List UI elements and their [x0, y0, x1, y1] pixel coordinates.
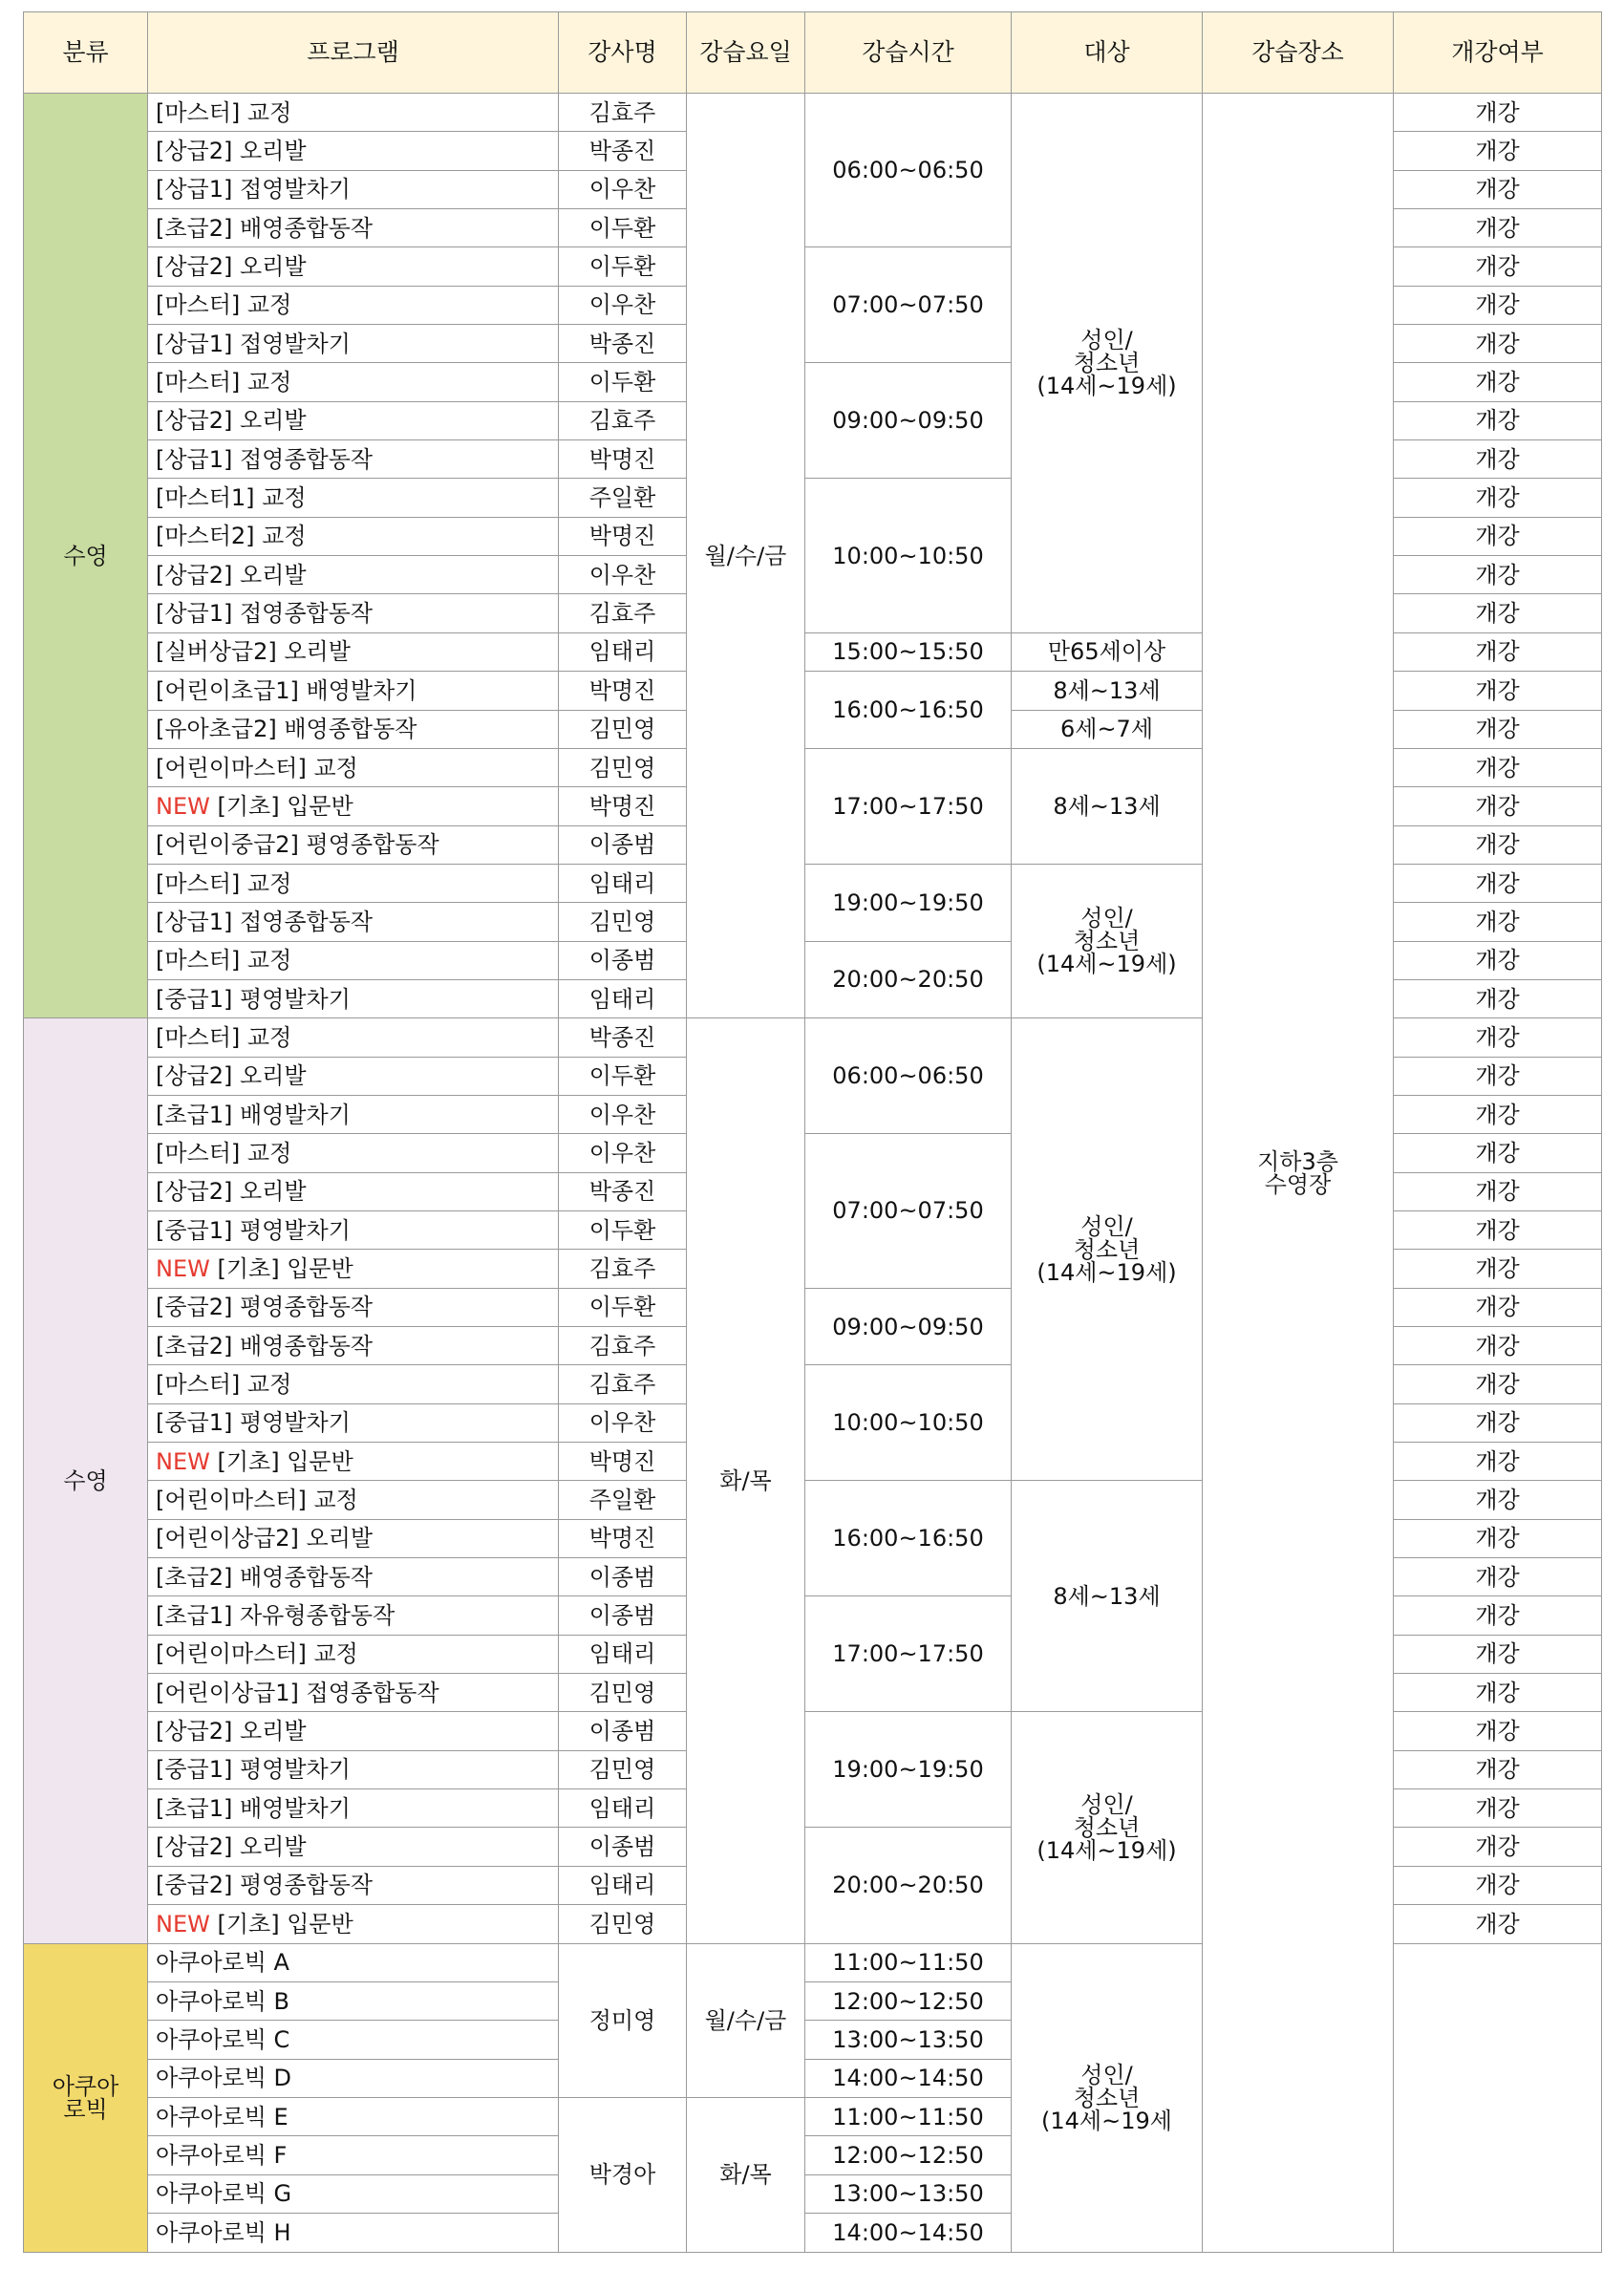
status-cell: 개강 — [1394, 479, 1602, 517]
program-label: [상급1] 접영종합동작 — [156, 600, 374, 628]
program-label: [마스터] 교정 — [156, 369, 292, 396]
time-cell: 06:00~06:50 — [805, 94, 1012, 247]
program-name — [148, 710, 559, 748]
program-label: [마스터] 교정 — [156, 98, 292, 126]
target-cell: 8세~13세 — [1012, 1481, 1203, 1712]
status-cell: 개강 — [1394, 1057, 1602, 1095]
time-cell: 13:00~13:50 — [805, 2174, 1012, 2213]
instructor-cell: 박경아 — [559, 2097, 687, 2252]
days-cell: 화/목 — [687, 2097, 805, 2252]
status-cell: 개강 — [1394, 94, 1602, 132]
status-cell: 개강 — [1394, 363, 1602, 401]
time-cell: 13:00~13:50 — [805, 2021, 1012, 2059]
target-cell-line: 청소년 — [1073, 928, 1141, 955]
status-cell: 개강 — [1394, 1558, 1602, 1596]
time-cell: 10:00~10:50 — [805, 479, 1012, 632]
program-name — [148, 94, 559, 132]
program-name — [148, 325, 559, 363]
program-name — [148, 286, 559, 324]
location-cell — [1394, 1943, 1602, 2253]
status-cell: 개강 — [1394, 825, 1602, 864]
instructor-cell: 이두환 — [559, 1210, 687, 1249]
program-name: 아쿠아로빅 B — [148, 1981, 559, 2020]
program-label: [중급1] 평영발차기 — [156, 1409, 351, 1437]
program-label: [상급2] 오리발 — [156, 1062, 307, 1090]
new-badge: NEW — [156, 1254, 210, 1282]
target-cell — [1012, 94, 1203, 633]
target-cell-line: 성인/ — [1080, 326, 1133, 353]
instructor-cell: 김민영 — [559, 903, 687, 941]
instructor-cell: 이두환 — [559, 1057, 687, 1095]
location-cell — [1203, 94, 1394, 2253]
instructor-cell: 김민영 — [559, 1674, 687, 1712]
table-row — [24, 94, 1602, 132]
program-name — [148, 1134, 559, 1172]
status-cell: 개강 — [1394, 710, 1602, 748]
status-cell: 개강 — [1394, 1866, 1602, 1904]
time-cell: 10:00~10:50 — [805, 1365, 1012, 1481]
program-name — [148, 1288, 559, 1326]
instructor-cell: 박명진 — [559, 1519, 687, 1557]
program-label: [어린이마스터] 교정 — [156, 754, 358, 782]
instructor-cell: 이두환 — [559, 247, 687, 286]
time-cell: 14:00~14:50 — [805, 2059, 1012, 2097]
program-label: [초급1] 자유형종합동작 — [156, 1602, 395, 1630]
program-label: [초급1] 배영발차기 — [156, 1101, 351, 1128]
program-label: [상급1] 접영발차기 — [156, 176, 351, 203]
program-name — [148, 1403, 559, 1442]
program-label: [어린이중급2] 평영종합동작 — [156, 831, 439, 859]
status-cell: 개강 — [1394, 1172, 1602, 1210]
program-name — [148, 1558, 559, 1596]
program-label: [기초] 입문반 — [217, 792, 353, 820]
program-name — [148, 1635, 559, 1673]
header-program: 프로그램 — [148, 12, 559, 94]
time-cell: 20:00~20:50 — [805, 941, 1012, 1018]
target-cell-line: (14세~19세) — [1036, 951, 1177, 978]
program-name — [148, 1596, 559, 1635]
instructor-cell: 정미영 — [559, 1943, 687, 2097]
status-cell: 개강 — [1394, 864, 1602, 902]
program-name: 아쿠아로빅 F — [148, 2136, 559, 2174]
program-name: 아쿠아로빅 D — [148, 2059, 559, 2097]
status-cell: 개강 — [1394, 1596, 1602, 1635]
location-cell-line: 지하3층 — [1257, 1147, 1338, 1175]
program-label: [상급1] 접영발차기 — [156, 330, 351, 357]
program-name: 아쿠아로빅 E — [148, 2097, 559, 2135]
program-name: 아쿠아로빅 H — [148, 2213, 559, 2252]
program-name — [148, 864, 559, 902]
instructor-cell: 임태리 — [559, 979, 687, 1017]
program-name — [148, 1674, 559, 1712]
program-name — [148, 209, 559, 247]
program-label: [중급1] 평영발차기 — [156, 1216, 351, 1244]
header-target: 대상 — [1012, 12, 1203, 94]
instructor-cell: 박종진 — [559, 132, 687, 170]
status-cell: 개강 — [1394, 1481, 1602, 1519]
status-cell: 개강 — [1394, 1134, 1602, 1172]
category-cell: 수영 — [24, 1018, 148, 1943]
program-label: [상급2] 오리발 — [156, 1178, 307, 1206]
status-cell: 개강 — [1394, 401, 1602, 439]
time-cell: 17:00~17:50 — [805, 1596, 1012, 1712]
header-instructor: 강사명 — [559, 12, 687, 94]
status-cell: 개강 — [1394, 132, 1602, 170]
days-cell: 화/목 — [687, 1018, 805, 1943]
instructor-cell: 주일환 — [559, 1481, 687, 1519]
program-name — [148, 903, 559, 941]
program-name — [148, 1443, 559, 1481]
target-cell — [1012, 864, 1203, 1017]
program-label: [초급1] 배영발차기 — [156, 1794, 351, 1822]
status-cell: 개강 — [1394, 594, 1602, 632]
time-cell: 16:00~16:50 — [805, 1481, 1012, 1596]
program-name — [148, 479, 559, 517]
instructor-cell: 박명진 — [559, 787, 687, 825]
status-cell: 개강 — [1394, 517, 1602, 555]
time-cell: 11:00~11:50 — [805, 1943, 1012, 1981]
time-cell: 12:00~12:50 — [805, 2136, 1012, 2174]
target-cell-line: (14세~19세) — [1036, 372, 1177, 399]
program-label: [상급2] 오리발 — [156, 138, 307, 165]
category-cell-line: 아쿠아 — [52, 2072, 119, 2100]
instructor-cell: 주일환 — [559, 479, 687, 517]
target-cell: 8세~13세 — [1012, 672, 1203, 710]
status-cell: 개강 — [1394, 672, 1602, 710]
instructor-cell: 이종범 — [559, 825, 687, 864]
time-cell: 14:00~14:50 — [805, 2213, 1012, 2252]
program-name — [148, 1327, 559, 1365]
instructor-cell: 박종진 — [559, 1018, 687, 1057]
program-name — [148, 1018, 559, 1057]
instructor-cell: 박명진 — [559, 440, 687, 479]
target-cell-line: 청소년 — [1073, 1813, 1141, 1841]
program-name — [148, 672, 559, 710]
instructor-cell: 임태리 — [559, 1789, 687, 1828]
target-cell-line: 성인/ — [1080, 905, 1133, 932]
instructor-cell: 임태리 — [559, 1635, 687, 1673]
instructor-cell: 박명진 — [559, 672, 687, 710]
status-cell: 개강 — [1394, 1789, 1602, 1828]
status-cell: 개강 — [1394, 556, 1602, 594]
program-label: [상급2] 오리발 — [156, 253, 307, 281]
program-name: 아쿠아로빅 G — [148, 2174, 559, 2213]
program-name — [148, 1750, 559, 1788]
location-cell-line: 수영장 — [1264, 1170, 1332, 1198]
instructor-cell: 이우찬 — [559, 556, 687, 594]
program-label: [상급2] 오리발 — [156, 1718, 307, 1745]
status-cell: 개강 — [1394, 286, 1602, 324]
program-label: [기초] 입문반 — [217, 1910, 353, 1938]
status-cell: 개강 — [1394, 1828, 1602, 1866]
instructor-cell: 이우찬 — [559, 1095, 687, 1133]
status-cell: 개강 — [1394, 440, 1602, 479]
instructor-cell: 임태리 — [559, 864, 687, 902]
time-cell: 09:00~09:50 — [805, 1288, 1012, 1365]
instructor-cell: 박종진 — [559, 325, 687, 363]
time-cell: 20:00~20:50 — [805, 1828, 1012, 1943]
program-name — [148, 1519, 559, 1557]
class-schedule-table — [23, 11, 1602, 2253]
target-cell — [1012, 1018, 1203, 1481]
header-time: 강습시간 — [805, 12, 1012, 94]
time-cell: 09:00~09:50 — [805, 363, 1012, 479]
instructor-cell: 김민영 — [559, 710, 687, 748]
program-name — [148, 1210, 559, 1249]
program-name: 아쿠아로빅 C — [148, 2021, 559, 2059]
target-cell: 6세~7세 — [1012, 710, 1203, 748]
program-name — [148, 1172, 559, 1210]
program-name — [148, 748, 559, 786]
target-cell — [1012, 1712, 1203, 1943]
time-cell: 19:00~19:50 — [805, 864, 1012, 941]
status-cell: 개강 — [1394, 1327, 1602, 1365]
status-cell: 개강 — [1394, 1365, 1602, 1403]
instructor-cell: 이종범 — [559, 1712, 687, 1750]
program-label: [초급2] 배영종합동작 — [156, 1563, 374, 1591]
program-name — [148, 132, 559, 170]
instructor-cell: 김효주 — [559, 401, 687, 439]
program-name — [148, 1365, 559, 1403]
new-badge: NEW — [156, 1447, 210, 1475]
time-cell: 15:00~15:50 — [805, 632, 1012, 671]
instructor-cell: 임태리 — [559, 632, 687, 671]
program-label: [실버상급2] 오리발 — [156, 638, 351, 666]
program-name — [148, 1789, 559, 1828]
program-label: [중급1] 평영발차기 — [156, 985, 351, 1013]
target-cell-line: (14세~19세 — [1041, 2107, 1172, 2134]
program-label: [상급2] 오리발 — [156, 561, 307, 589]
time-cell: 06:00~06:50 — [805, 1018, 1012, 1134]
header-category: 분류 — [24, 12, 148, 94]
header-status: 개강여부 — [1394, 12, 1602, 94]
instructor-cell: 박종진 — [559, 1172, 687, 1210]
status-cell: 개강 — [1394, 632, 1602, 671]
program-name — [148, 979, 559, 1017]
target-cell-line: 청소년 — [1073, 1235, 1141, 1263]
target-cell-line: 성인/ — [1080, 1790, 1133, 1818]
instructor-cell: 이종범 — [559, 1828, 687, 1866]
program-name — [148, 1095, 559, 1133]
program-name — [148, 170, 559, 208]
program-label: [상급1] 접영종합동작 — [156, 908, 374, 935]
header-row — [24, 12, 1602, 94]
instructor-cell: 김효주 — [559, 1327, 687, 1365]
target-cell-line: 성인/ — [1080, 1212, 1133, 1240]
program-name — [148, 1250, 559, 1288]
program-label: [유아초급2] 배영종합동작 — [156, 716, 417, 743]
program-label: [중급1] 평영발차기 — [156, 1756, 351, 1784]
program-name — [148, 401, 559, 439]
status-cell: 개강 — [1394, 1674, 1602, 1712]
instructor-cell: 임태리 — [559, 1866, 687, 1904]
target-cell-line: 청소년 — [1073, 2084, 1141, 2111]
program-label: [마스터] 교정 — [156, 1023, 292, 1051]
instructor-cell: 김민영 — [559, 1750, 687, 1788]
target-cell-line: 청소년 — [1073, 349, 1141, 376]
status-cell: 개강 — [1394, 941, 1602, 979]
schedule-body — [24, 94, 1602, 2253]
time-cell: 17:00~17:50 — [805, 748, 1012, 864]
program-label: [중급2] 평영종합동작 — [156, 1872, 374, 1899]
program-label: [어린이상급2] 오리발 — [156, 1525, 374, 1552]
time-cell: 16:00~16:50 — [805, 672, 1012, 749]
program-label: [상급1] 접영종합동작 — [156, 445, 374, 473]
time-cell: 12:00~12:50 — [805, 1981, 1012, 2020]
instructor-cell: 이두환 — [559, 209, 687, 247]
program-label: [마스터] 교정 — [156, 1139, 292, 1167]
program-name — [148, 556, 559, 594]
program-name — [148, 517, 559, 555]
status-cell: 개강 — [1394, 1403, 1602, 1442]
category-cell-line: 로빅 — [63, 2095, 108, 2123]
instructor-cell: 이우찬 — [559, 170, 687, 208]
target-cell-line: (14세~19세) — [1036, 1836, 1177, 1864]
program-name — [148, 1866, 559, 1904]
new-badge: NEW — [156, 792, 210, 820]
instructor-cell: 이우찬 — [559, 1403, 687, 1442]
program-name — [148, 1481, 559, 1519]
header-location: 강습장소 — [1203, 12, 1394, 94]
program-label: [마스터] 교정 — [156, 1371, 292, 1399]
status-cell: 개강 — [1394, 1519, 1602, 1557]
target-cell-line: 성인/ — [1080, 2061, 1133, 2088]
status-cell: 개강 — [1394, 325, 1602, 363]
program-name — [148, 1828, 559, 1866]
status-cell: 개강 — [1394, 1712, 1602, 1750]
target-cell: 만65세이상 — [1012, 632, 1203, 671]
program-label: [어린이마스터] 교정 — [156, 1487, 358, 1514]
program-label: [초급2] 배영종합동작 — [156, 1332, 374, 1360]
status-cell: 개강 — [1394, 1210, 1602, 1249]
program-name — [148, 1905, 559, 1943]
time-cell: 19:00~19:50 — [805, 1712, 1012, 1828]
status-cell: 개강 — [1394, 748, 1602, 786]
program-label: [초급2] 배영종합동작 — [156, 214, 374, 242]
program-name — [148, 1712, 559, 1750]
status-cell: 개강 — [1394, 1750, 1602, 1788]
program-name — [148, 1057, 559, 1095]
status-cell: 개강 — [1394, 979, 1602, 1017]
program-label: [마스터] 교정 — [156, 291, 292, 319]
status-cell: 개강 — [1394, 1905, 1602, 1943]
program-name: 아쿠아로빅 A — [148, 1943, 559, 1981]
status-cell: 개강 — [1394, 1288, 1602, 1326]
program-label: [기초] 입문반 — [217, 1254, 353, 1282]
instructor-cell: 박명진 — [559, 1443, 687, 1481]
instructor-cell: 김효주 — [559, 594, 687, 632]
instructor-cell: 이두환 — [559, 1288, 687, 1326]
instructor-cell: 김효주 — [559, 1250, 687, 1288]
time-cell: 07:00~07:50 — [805, 1134, 1012, 1288]
program-name — [148, 825, 559, 864]
status-cell: 개강 — [1394, 1250, 1602, 1288]
time-cell: 11:00~11:50 — [805, 2097, 1012, 2135]
instructor-cell: 김민영 — [559, 1905, 687, 1943]
program-label: [상급2] 오리발 — [156, 407, 307, 435]
target-cell-line: (14세~19세) — [1036, 1258, 1177, 1286]
program-name — [148, 440, 559, 479]
program-name — [148, 363, 559, 401]
program-label: [마스터2] 교정 — [156, 523, 307, 550]
program-label: [마스터] 교정 — [156, 869, 292, 897]
instructor-cell: 김효주 — [559, 1365, 687, 1403]
new-badge: NEW — [156, 1910, 210, 1938]
instructor-cell: 이우찬 — [559, 286, 687, 324]
status-cell: 개강 — [1394, 247, 1602, 286]
instructor-cell: 이종범 — [559, 1558, 687, 1596]
instructor-cell: 김효주 — [559, 94, 687, 132]
status-cell: 개강 — [1394, 903, 1602, 941]
category-cell: 수영 — [24, 94, 148, 1018]
program-label: [어린이초급1] 배영발차기 — [156, 676, 417, 704]
program-name — [148, 594, 559, 632]
time-cell: 07:00~07:50 — [805, 247, 1012, 363]
program-label: [마스터1] 교정 — [156, 484, 307, 512]
status-cell: 개강 — [1394, 170, 1602, 208]
program-name — [148, 632, 559, 671]
target-cell — [1012, 1943, 1203, 2253]
program-label: [어린이상급1] 접영종합동작 — [156, 1679, 439, 1706]
program-label: [기초] 입문반 — [217, 1447, 353, 1475]
instructor-cell: 박명진 — [559, 517, 687, 555]
program-name — [148, 247, 559, 286]
header-days: 강습요일 — [687, 12, 805, 94]
status-cell: 개강 — [1394, 1095, 1602, 1133]
status-cell: 개강 — [1394, 209, 1602, 247]
program-label: [마스터] 교정 — [156, 947, 292, 974]
instructor-cell: 김민영 — [559, 748, 687, 786]
status-cell: 개강 — [1394, 787, 1602, 825]
target-cell: 8세~13세 — [1012, 748, 1203, 864]
category-cell — [24, 1943, 148, 2253]
days-cell: 월/수/금 — [687, 94, 805, 1018]
instructor-cell: 이우찬 — [559, 1134, 687, 1172]
program-label: [중급2] 평영종합동작 — [156, 1294, 374, 1321]
instructor-cell: 이종범 — [559, 941, 687, 979]
status-cell: 개강 — [1394, 1443, 1602, 1481]
program-name — [148, 787, 559, 825]
instructor-cell: 이종범 — [559, 1596, 687, 1635]
instructor-cell: 이두환 — [559, 363, 687, 401]
program-label: [어린이마스터] 교정 — [156, 1640, 358, 1668]
days-cell: 월/수/금 — [687, 1943, 805, 2097]
status-cell: 개강 — [1394, 1635, 1602, 1673]
program-name — [148, 941, 559, 979]
status-cell: 개강 — [1394, 1018, 1602, 1057]
program-label: [상급2] 오리발 — [156, 1833, 307, 1861]
